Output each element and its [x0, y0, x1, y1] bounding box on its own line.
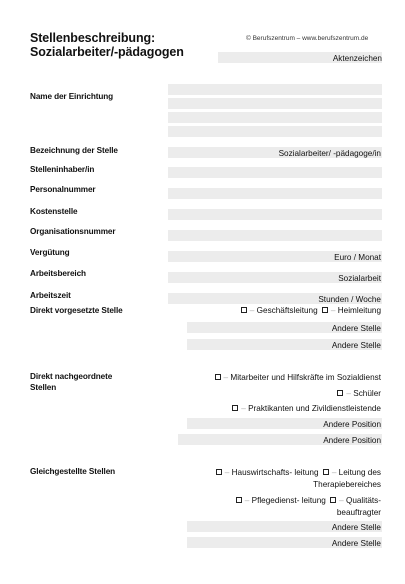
gleichgestellte-row-2: – Pflegedienst- leitung – Qualitäts-: [168, 495, 381, 506]
checkbox-mitarbeiter[interactable]: [215, 374, 221, 380]
vorgesetzte-label: Direkt vorgesetzte Stelle: [30, 306, 123, 315]
einrichtung-field-1[interactable]: [168, 84, 382, 95]
arbeitsbereich-value: Sozialarbeit: [338, 274, 381, 283]
arbeitszeit-value: Stunden / Woche: [318, 295, 381, 304]
gleichgestellte-other-2: Andere Stelle: [331, 539, 381, 548]
nachgeordnete-other-1: Andere Position: [323, 420, 381, 429]
title-line-2: Sozialarbeiter/-pädagogen: [30, 45, 184, 59]
checkbox-schueler[interactable]: [337, 390, 343, 396]
einrichtung-field-3[interactable]: [168, 112, 382, 123]
title-line-1: Stellenbeschreibung:: [30, 31, 156, 45]
copyright-notice: © Berufszentrum – www.berufszentrum.de: [246, 35, 369, 42]
option-geschaeftsleitung: Geschäftsleitung: [256, 306, 318, 315]
option-heimleitung: Heimleitung: [337, 306, 381, 315]
nachgeordnete-label-line-2: Stellen: [30, 383, 57, 392]
personalnummer-label: Personalnummer: [30, 185, 96, 194]
kostenstelle-field[interactable]: [168, 209, 382, 220]
bezeichnung-value: Sozialarbeiter/ -pädagoge/in: [278, 149, 381, 158]
checkbox-qualitaet[interactable]: [330, 497, 336, 503]
checkbox-heimleitung[interactable]: [322, 307, 328, 313]
organisationsnummer-label: Organisationsnummer: [30, 227, 116, 236]
checkbox-therapiebereich[interactable]: [323, 469, 329, 475]
gleichgestellte-label: Gleichgestellte Stellen: [30, 467, 116, 476]
stelleninhaber-field[interactable]: [168, 167, 382, 178]
option-hauswirtschaft: Hauswirtschafts- leitung: [231, 468, 319, 477]
checkbox-praktikanten[interactable]: [232, 405, 238, 411]
personalnummer-field[interactable]: [168, 188, 382, 199]
checkbox-geschaeftsleitung[interactable]: [241, 307, 247, 313]
nachgeordnete-option-2: – Schüler: [168, 388, 381, 399]
verguetung-value: Euro / Monat: [334, 253, 381, 262]
checkbox-hauswirtschaft[interactable]: [216, 469, 222, 475]
stelleninhaber-label: Stelleninhaber/in: [30, 165, 95, 174]
nachgeordnete-label-line-1: Direkt nachgeordnete: [30, 372, 113, 381]
organisationsnummer-field[interactable]: [168, 230, 382, 241]
arbeitsbereich-label: Arbeitsbereich: [30, 269, 86, 278]
nachgeordnete-option-3: – Praktikanten und Zivildienstleistende: [168, 403, 381, 414]
option-therapiebereich-line-1: Leitung des: [338, 468, 381, 477]
kostenstelle-label: Kostenstelle: [30, 207, 78, 216]
option-schueler: Schüler: [353, 389, 381, 398]
arbeitszeit-label: Arbeitszeit: [30, 291, 71, 300]
gleichgestellte-row-1: – Hauswirtschafts- leitung – Leitung des: [168, 467, 381, 478]
option-pflegedienst: Pflegedienst- leitung: [251, 496, 326, 505]
option-praktikanten: Praktikanten und Zivildienstleistende: [248, 404, 381, 413]
gleichgestellte-other-1: Andere Stelle: [331, 523, 381, 532]
vorgesetzte-options: – Geschäftsleitung – Heimleitung: [168, 305, 381, 316]
checkbox-pflegedienst[interactable]: [236, 497, 242, 503]
page-title: [30, 31, 184, 59]
aktenzeichen-label: Aktenzeichen: [332, 54, 382, 63]
einrichtung-field-4[interactable]: [168, 126, 382, 137]
nachgeordnete-option-1: – Mitarbeiter und Hilfskräfte im Sozialdienst: [168, 372, 381, 383]
option-mitarbeiter: Mitarbeiter und Hilfskräfte im Sozialdienst: [230, 373, 381, 382]
option-qualitaet-line-2: beauftragter: [336, 508, 381, 517]
nachgeordnete-label: [30, 371, 112, 393]
option-therapiebereich-line-2: Therapiebereiches: [313, 480, 381, 489]
vorgesetzte-other-1: Andere Stelle: [331, 324, 381, 333]
vorgesetzte-other-2: Andere Stelle: [331, 341, 381, 350]
nachgeordnete-other-2: Andere Position: [323, 436, 381, 445]
einrichtung-field-2[interactable]: [168, 98, 382, 109]
bezeichnung-label: Bezeichnung der Stelle: [30, 146, 118, 155]
verguetung-label: Vergütung: [30, 248, 70, 257]
einrichtung-label: Name der Einrichtung: [30, 92, 114, 101]
option-qualitaet-line-1: Qualitäts-: [345, 496, 381, 505]
